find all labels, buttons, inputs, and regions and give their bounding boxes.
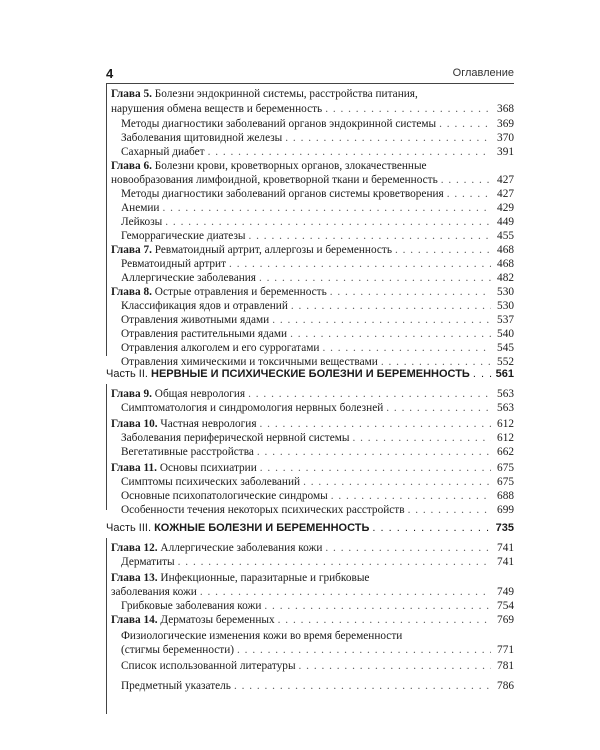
entry-text: Аллергические заболевания [121,272,256,284]
page-ref: 561 [495,368,514,380]
entry-title [111,174,438,187]
chapter-entry[interactable] [111,542,514,555]
entry-title [121,202,159,215]
dot-leader [237,644,491,657]
dot-leader [439,118,491,131]
entry-title [121,272,256,285]
page-header [106,66,514,82]
dot-leader [162,202,491,215]
entry-text: Частная неврология [160,418,257,430]
chapter-entry[interactable] [111,244,514,257]
entry-title [121,476,300,489]
entry-text: Основы психиатрии [159,462,257,474]
entry-title [111,388,245,401]
entry-title [121,432,349,445]
entry-title [121,660,296,673]
entry-title [121,132,282,145]
entry-title [121,342,319,355]
entry-text: Отравления химическими и токсичными веществами [121,356,378,368]
page-ref: 754 [497,600,514,612]
chapter-entry[interactable] [111,572,514,585]
chapter-label: Глава 11. [111,462,157,474]
vertical-rule [106,538,107,714]
section-entry[interactable] [121,118,514,131]
part-title: НЕРВНЫЕ И ПСИХИЧЕСКИЕ БОЛЕЗНИ И БЕРЕМЕННОСТЬ [151,368,470,380]
entry-title [121,314,269,327]
page-ref: 552 [497,356,514,368]
entry-text: Методы диагностики заболеваний органов системы кроветворения [121,188,444,200]
vertical-rule [106,384,107,510]
entry-text: Грибковые заболевания кожи [121,600,262,612]
entry-text: Дерматиты [121,556,175,568]
entry-title [111,244,392,257]
dot-leader [278,614,491,627]
dot-leader [322,342,491,355]
vertical-rule [106,84,107,356]
dot-leader [473,368,493,380]
entry-title [111,462,257,475]
entry-text: Классификация ядов и отравлений [121,300,288,312]
entry-text: Ревматоидный артрит [121,258,227,270]
section-entry[interactable] [121,342,514,355]
entry-text: Дерматозы беременных [160,614,275,626]
page-ref: 429 [497,202,514,214]
dot-leader [249,230,492,243]
entry-text: Вегетативные расстройства [121,446,254,458]
section-entry[interactable] [121,230,514,243]
chapter-label: Глава 6. [111,160,152,172]
entry-title [121,504,405,517]
page-ref: 612 [497,418,514,430]
page-ref: 368 [497,103,514,115]
chapter-label: Глава 10. [111,418,158,430]
entry-title [121,402,383,415]
dot-leader [200,586,491,599]
chapter-label: Глава 13. [111,572,158,584]
entry-text: Физиологические изменения кожи во время беременности [121,630,403,642]
dot-leader [331,490,491,503]
page-ref: 612 [497,432,514,444]
dot-leader [330,286,491,299]
dot-leader [248,388,491,401]
page-ref: 563 [497,402,514,414]
page-ref: 675 [497,462,514,474]
section-entry[interactable] [121,644,514,657]
chapter-label: Глава 12. [111,542,158,554]
page-ref: 688 [497,490,514,502]
dot-leader [395,244,491,257]
entry-title [121,680,231,693]
entry-text: Отравления алкоголем и его суррогатами [121,342,320,354]
section-entry[interactable] [111,586,514,599]
chapter-entry[interactable] [111,88,514,101]
chapter-entry[interactable] [111,160,514,173]
entry-text: Особенности течения некоторых психических расстройств [121,504,405,516]
dot-leader [290,328,491,341]
page-ref: 427 [497,174,514,186]
entry-text: новообразования лимфоидной, кроветворной ткани и беременность [111,174,438,186]
entry-text: Предметный указатель [121,680,231,692]
entry-text: Инфекционные, паразитарные и грибковые [160,572,370,584]
dot-leader [291,300,491,313]
entry-title [111,286,327,299]
page-ref: 769 [497,614,514,626]
section-entry[interactable] [121,432,514,445]
page-ref: 563 [497,388,514,400]
section-entry[interactable] [121,202,514,215]
page-ref: 786 [497,680,514,692]
page-ref: 749 [497,586,514,598]
entry-text: Заболевания щитовидной железы [121,132,283,144]
page-ref: 530 [497,286,514,298]
dot-leader [325,103,491,116]
entry-text: Общая неврология [154,388,246,400]
chapter-label: Глава 7. [111,244,152,256]
entry-title [121,490,328,503]
page-ref: 449 [497,216,514,228]
entry-text: Отравления растительными ядами [121,328,288,340]
section-entry[interactable] [111,103,514,116]
chapter-entry[interactable] [111,418,514,431]
entry-text: нарушения обмена веществ и беременность [111,103,323,115]
entry-title [121,230,246,243]
dot-leader [260,462,491,475]
page-ref: 427 [497,188,514,200]
part-label: Часть III. [106,522,151,534]
dot-leader [264,600,491,613]
dot-leader [447,188,491,201]
page-ref: 545 [497,342,514,354]
section-entry[interactable] [121,600,514,613]
part-heading[interactable] [106,368,514,380]
section-entry[interactable] [121,402,514,415]
part-heading[interactable] [106,522,514,534]
entry-text: Сахарный диабет [121,146,205,158]
section-entry[interactable] [121,446,514,459]
dot-leader [208,146,491,159]
page-ref: 530 [497,300,514,312]
dot-leader [303,476,491,489]
dot-leader [441,174,491,187]
page-ref: 455 [497,230,514,242]
section-entry[interactable] [121,660,514,673]
chapter-entry[interactable] [111,462,514,475]
section-entry[interactable] [121,258,514,271]
section-entry[interactable] [111,174,514,187]
dot-leader [272,314,491,327]
section-entry[interactable] [121,216,514,229]
part-title: КОЖНЫЕ БОЛЕЗНИ И БЕРЕМЕННОСТЬ [154,522,370,534]
chapter-label: Глава 8. [111,286,152,298]
page-ref: 741 [497,542,514,554]
entry-title [121,556,175,569]
page-ref: 482 [497,272,514,284]
entry-title [111,418,257,431]
entry-text: Острые отравления и беременность [154,286,327,298]
section-entry[interactable] [121,132,514,145]
dot-leader [325,542,491,555]
section-entry[interactable] [121,188,514,201]
entry-text: Ревматоидный артрит, аллергозы и беременность [154,244,392,256]
page-ref: 771 [497,644,514,656]
entry-text: Основные психопатологические синдромы [121,490,328,502]
running-title: Оглавление [452,67,514,79]
header-rule [106,83,514,84]
section-entry[interactable] [121,314,514,327]
section-entry[interactable] [121,328,514,341]
entry-text: заболевания кожи [111,586,197,598]
dot-leader [229,258,491,271]
dot-leader [386,402,491,415]
page-number: 4 [106,66,114,81]
chapter-label: Глава 9. [111,388,152,400]
page-ref: 699 [497,504,514,516]
dot-leader [165,216,491,229]
entry-title [121,188,444,201]
entry-title [111,614,275,627]
entry-title [111,586,197,599]
dot-leader [285,132,491,145]
entry-text: Геморрагические диатезы [121,230,246,242]
entry-text: Болезни эндокринной системы, расстройства питания, [154,88,418,100]
entry-title [111,542,322,555]
page-ref: 735 [495,522,514,534]
entry-title [121,118,436,131]
section-entry[interactable] [121,146,514,159]
entry-text: Анемии [121,202,160,214]
dot-leader [257,446,491,459]
page-ref: 540 [497,328,514,340]
section-entry[interactable] [121,476,514,489]
dot-leader [178,556,491,569]
chapter-entry[interactable] [111,388,514,401]
page-ref: 537 [497,314,514,326]
dot-leader [352,432,491,445]
dot-leader [299,660,491,673]
page-ref: 468 [497,244,514,256]
section-entry[interactable] [121,556,514,569]
chapter-entry[interactable] [111,614,514,627]
entry-title [121,146,205,159]
entry-text: Методы диагностики заболеваний органов эндокринной системы [121,118,437,130]
page-ref: 468 [497,258,514,270]
dot-leader [260,418,491,431]
entry-title [121,644,234,657]
section-entry[interactable] [121,272,514,285]
entry-title [121,600,261,613]
entry-title [121,300,288,313]
page-ref: 781 [497,660,514,672]
section-entry[interactable] [121,630,514,643]
part-label: Часть II. [106,368,148,380]
entry-text: Список использованной литературы [121,660,296,672]
dot-leader [259,272,491,285]
page-ref: 391 [497,146,514,158]
section-entry[interactable] [121,680,514,693]
entry-text: Лейкозы [121,216,163,228]
section-entry[interactable] [121,490,514,503]
chapter-entry[interactable] [111,286,514,299]
entry-text: Болезни крови, кроветворных органов, злокачественные [154,160,427,172]
entry-text: Симптомы психических заболеваний [121,476,301,488]
entry-title [111,103,322,116]
entry-text: Отравления животными ядами [121,314,270,326]
page-ref: 675 [497,476,514,488]
entry-text: Заболевания периферической нервной системы [121,432,350,444]
page-ref: 662 [497,446,514,458]
dot-leader [408,504,491,517]
section-entry[interactable] [121,504,514,517]
page-ref: 370 [497,132,514,144]
chapter-label: Глава 5. [111,88,152,100]
entry-text: (стигмы беременности) [121,644,235,656]
entry-title [121,216,162,229]
entry-title [121,328,287,341]
dot-leader [234,680,491,693]
dot-leader [372,522,492,534]
entry-title [121,446,254,459]
entry-title [121,258,226,271]
entry-text: Симптоматология и синдромология нервных болезней [121,402,384,414]
page-ref: 369 [497,118,514,130]
section-entry[interactable] [121,300,514,313]
page-ref: 741 [497,556,514,568]
entry-text: Аллергические заболевания кожи [160,542,323,554]
chapter-label: Глава 14. [111,614,158,626]
